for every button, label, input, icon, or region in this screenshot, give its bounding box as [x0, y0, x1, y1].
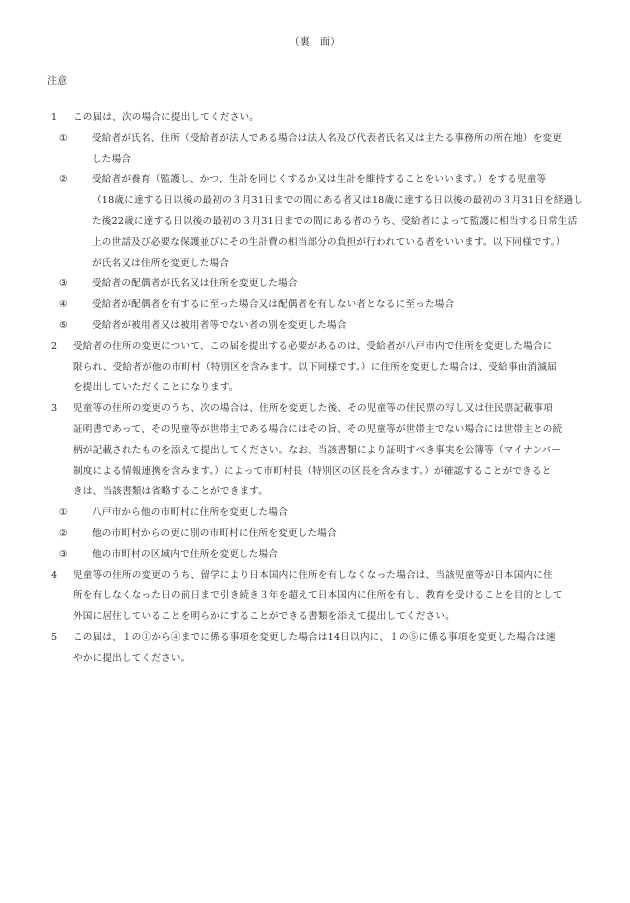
- subitem-line: 八戸市から他の市町村に住所を変更した場合: [92, 507, 288, 519]
- subitem-marker: ①: [59, 507, 68, 519]
- subitem-line: （18歳に達する日以後の最初の３月31日までの間にある者又は18歳に達する日以後の最初の３月31日を経過し: [92, 195, 584, 207]
- note-1-subitem-4: [47, 295, 613, 316]
- subitem-line: した場合: [92, 153, 132, 165]
- subitem-line: 受給者が配偶者を有するに至った場合又は配偶者を有しない者となるに至った場合: [92, 299, 455, 311]
- subitem-line: が氏名又は住所を変更した場合: [92, 257, 230, 269]
- subitem-line: 上の世話及び必要な保護並びにその生計費の相当部分の負担が行われている者をいいます。以下同様です。）: [92, 236, 566, 248]
- note-line: 制度による情報連携を含みます。）によって市町村長（特別区の区長を含みます。）が確認することができると: [73, 465, 552, 477]
- note-line: 外国に居住していることを明らかにすることができる書類を添えて提出してください。: [73, 611, 455, 623]
- note-line: きは、当該書類は省略することができます。: [73, 486, 269, 498]
- note-item-1: [47, 108, 613, 129]
- note-item-4: [47, 566, 613, 628]
- note-1-subitem-1: [47, 129, 613, 171]
- subitem-line: 受給者の配偶者が氏名又は住所を変更した場合: [92, 278, 298, 290]
- subitem-marker: ④: [59, 299, 68, 311]
- subitem-line: 他の市町村からの更に別の市町村に住所を変更した場合: [92, 527, 337, 539]
- note-line: 限られ、受給者が他の市町村（特別区を含みます。以下同様です。）に住所を変更した場合は、受給事由消滅届: [73, 361, 557, 373]
- note-line: 児童等の住所の変更のうち、留学により日本国内に住所を有しなくなった場合は、当該児童等が日本国内に住: [73, 569, 553, 581]
- note-line: やかに提出してください。: [73, 652, 191, 664]
- notes-heading: 注意: [47, 76, 68, 87]
- note-line: 児童等の住所の変更のうち、次の場合は、住所を変更した後、その児童等の住民票の写し又は住民票記載事項: [73, 403, 553, 415]
- note-3-subitem-3: [47, 545, 613, 566]
- note-item-3: [47, 399, 613, 503]
- note-number: 5: [51, 631, 58, 643]
- note-item-5: [47, 628, 613, 670]
- note-number: 4: [51, 569, 58, 581]
- note-number: 1: [51, 112, 58, 123]
- subitem-line: た後22歳に達する日以後の最初の３月31日までの間にある者のうち、受給者によって監護に相当する日常生活: [92, 215, 578, 227]
- note-text: この届は、次の場合に提出してください。: [73, 112, 260, 123]
- note-3-subitem-1: [47, 503, 613, 524]
- subitem-marker: ③: [59, 278, 68, 290]
- note-item-2: [47, 337, 613, 399]
- note-1-subitem-5: [47, 316, 613, 337]
- subitem-line: 受給者が養育（監護し、かつ、生計を同じくするか又は生計を維持することをいいます。）をする児童等: [92, 174, 547, 186]
- subitem-line: 受給者が被用者又は被用者等でない者の別を変更した場合: [92, 319, 347, 331]
- note-line: 所を有しなくなった日の前日まで引き続き３年を超えて日本国内に住所を有し、教育を受けることを目的として: [73, 590, 563, 602]
- note-number: 2: [51, 340, 58, 352]
- note-line: 受給者の住所の変更について、この届を提出する必要があるのは、受給者が八戸市内で住所を変更した場合に: [73, 340, 553, 352]
- subitem-marker: ③: [59, 548, 68, 560]
- note-line: を提出していただくことになります。: [73, 382, 239, 394]
- notes-body: [47, 108, 613, 670]
- note-3-subitem-2: [47, 524, 613, 545]
- note-number: 3: [51, 403, 58, 415]
- page-title: （裏 面）: [289, 37, 341, 48]
- subitem-marker: ①: [59, 132, 68, 144]
- subitem-marker: ②: [59, 174, 68, 186]
- note-line: 証明書であって、その児童等が世帯主である場合にはその旨、その児童等が世帯主でない場合には世帯主との続: [73, 423, 563, 435]
- note-1-subitem-3: [47, 274, 613, 295]
- subitem-line: 他の市町村の区域内で住所を変更した場合: [92, 548, 279, 560]
- note-1-subitem-2: [47, 170, 613, 274]
- subitem-marker: ⑤: [59, 319, 68, 331]
- subitem-line: 受給者が氏名、住所（受給者が法人である場合は法人名及び代表者氏名又は主たる事務所の所在地）を変更: [92, 132, 563, 144]
- note-line: この届は、１の①から④までに係る事項を変更した場合は14日以内に、１の⑤に係る事項を変更した場合は速: [73, 631, 556, 643]
- subitem-marker: ②: [59, 527, 68, 539]
- note-line: 柄が記載されたものを添えて提出してください。なお、当該書類により証明すべき事実を公簿等（マイナンバー: [73, 444, 562, 456]
